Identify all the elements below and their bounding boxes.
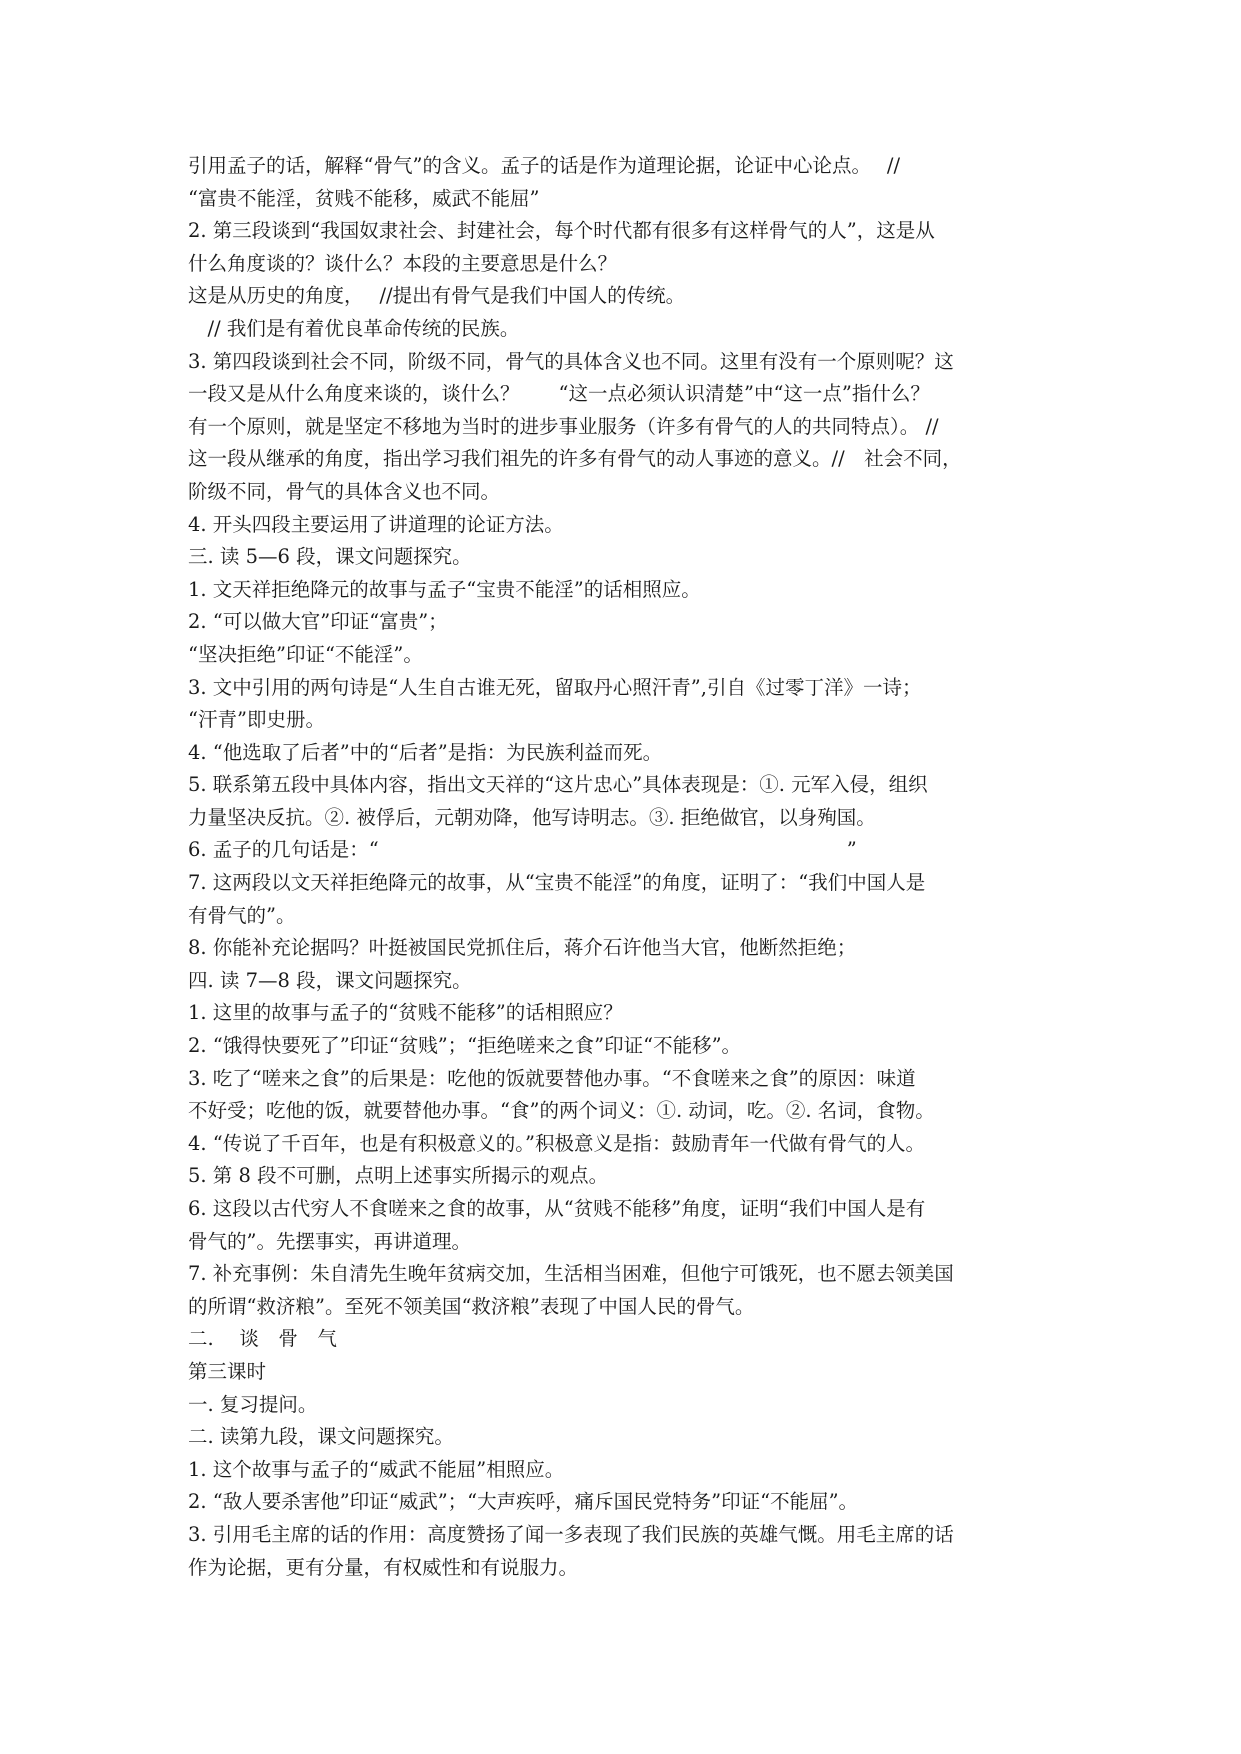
text-line: 有一个原则，就是坚定不移地为当时的进步事业服务（许多有骨气的人的共同特点）。 // xyxy=(188,414,939,438)
section-heading: 三. 读 5—6 段，课文问题探究。 xyxy=(188,545,472,569)
text-line: 这是从历史的角度， //提出有骨气是我们中国人的传统。 xyxy=(188,284,686,308)
text-line: 1. 文天祥拒绝降元的故事与孟子“宝贵不能淫”的话相照应。 xyxy=(188,577,701,601)
text-line: 2. “可以做大官”印证“富贵”； xyxy=(188,610,448,634)
text-line: 的所谓“救济粮”。至死不领美国“救济粮”表现了中国人民的骨气。 xyxy=(188,1294,755,1318)
text-line: 6. 这段以古代穷人不食嗟来之食的故事，从“贫贱不能移”角度，证明“我们中国人是有 xyxy=(188,1197,926,1220)
text-line: 2. “饿得快要死了”印证“贫贱”；“拒绝嗟来之食”印证“不能移”。 xyxy=(188,1034,742,1058)
text-line: “富贵不能淫，贫贱不能移，威武不能屈” xyxy=(188,186,540,210)
text-line: 7. 这两段以文天祥拒绝降元的故事，从“宝贵不能淫”的角度，证明了：“我们中国人是 xyxy=(188,871,926,895)
text-line: 1. 这里的故事与孟子的“贫贱不能移”的话相照应？ xyxy=(188,1001,623,1025)
text-line: 有骨气的”。 xyxy=(188,903,296,927)
text-line: 4. “传说了千百年，也是有积极意义的。”积极意义是指：鼓励青年一代做有骨气的人。 xyxy=(188,1131,925,1155)
text-line: 这一段从继承的角度，指出学习我们祖先的许多有骨气的动人事迹的意义。// 社会不同， xyxy=(188,447,962,471)
lesson-title: 二. 谈 骨 气 xyxy=(188,1327,337,1351)
text-line: 3. 文中引用的两句诗是“人生自古谁无死，留取丹心照汗青”,引自《过零丁洋》一诗； xyxy=(188,675,922,699)
lesson-period: 第三课时 xyxy=(188,1359,267,1383)
text-line: 不好受；吃他的饭，就要替他办事。“食”的两个词义：①. 动词，吃。②. 名词，食物。 xyxy=(188,1099,935,1123)
text-line: 阶级不同，骨气的具体含义也不同。 xyxy=(188,479,501,503)
text-line: 2. 第三段谈到“我国奴隶社会、封建社会，每个时代都有很多有这样骨气的人”，这是从 xyxy=(188,219,935,243)
section-heading: 四. 读 7—8 段，课文问题探究。 xyxy=(188,968,472,992)
text-line: 3. 第四段谈到社会不同，阶级不同，骨气的具体含义也不同。这里有没有一个原则呢？这 xyxy=(188,349,954,373)
text-line: “汗青”即史册。 xyxy=(188,708,325,732)
text-line: 作为论据，更有分量，有权威性和有说服力。 xyxy=(188,1555,579,1579)
text-line: 力量坚决反抗。②. 被俘后，元朝劝降，他写诗明志。③. 拒绝做官，以身殉国。 xyxy=(188,805,876,829)
document-body xyxy=(188,150,1058,1584)
text-line: 3. 吃了“嗟来之食”的后果是：吃他的饭就要替他办事。“不食嗟来之食”的原因：味道 xyxy=(188,1066,916,1090)
text-line: 引用孟子的话，解释“骨气”的含义。孟子的话是作为道理论据，论证中心论点。 // xyxy=(188,154,901,177)
text-line: 4. 开头四段主要运用了讲道理的论证方法。 xyxy=(188,512,564,536)
text-line: 6. 孟子的几句话是：“ ” xyxy=(188,838,857,862)
text-line: “坚决拒绝”印证“不能淫”。 xyxy=(188,642,423,666)
text-line: 8. 你能补充论据吗？叶挺被国民党抓住后，蒋介石许他当大官，他断然拒绝； xyxy=(188,936,857,960)
section-heading: 二. 读第九段，课文问题探究。 xyxy=(188,1425,454,1449)
text-line: 什么角度谈的？谈什么？本段的主要意思是什么？ xyxy=(188,251,618,275)
text-line: 5. 第 8 段不可删，点明上述事实所揭示的观点。 xyxy=(188,1164,609,1188)
text-line: 4. “他选取了后者”中的“后者”是指：为民族利益而死。 xyxy=(188,740,663,764)
text-line: 3. 引用毛主席的话的作用：高度赞扬了闻一多表现了我们民族的英雄气慨。用毛主席的话 xyxy=(188,1522,954,1546)
text-line: 2. “敌人要杀害他”印证“威武”；“大声疾呼，痛斥国民党特务”印证“不能屈”。 xyxy=(188,1490,859,1514)
text-line: 1. 这个故事与孟子的“威武不能屈”相照应。 xyxy=(188,1457,565,1481)
text-line: // 我们是有着优良革命传统的民族。 xyxy=(188,316,520,340)
text-line: 5. 联系第五段中具体内容，指出文天祥的“这片忠心”具体表现是：①. 元军入侵，组织 xyxy=(188,773,928,797)
section-heading: 一. 复习提问。 xyxy=(188,1392,318,1416)
text-line: 骨气的”。先摆事实，再讲道理。 xyxy=(188,1229,471,1253)
text-line: 7. 补充事例：朱自清先生晚年贫病交加，生活相当困难，但他宁可饿死，也不愿去领美国 xyxy=(188,1262,954,1286)
text-line: 一段又是从什么角度来谈的，谈什么？ “这一点必须认识清楚”中“这一点”指什么？ xyxy=(188,382,930,406)
